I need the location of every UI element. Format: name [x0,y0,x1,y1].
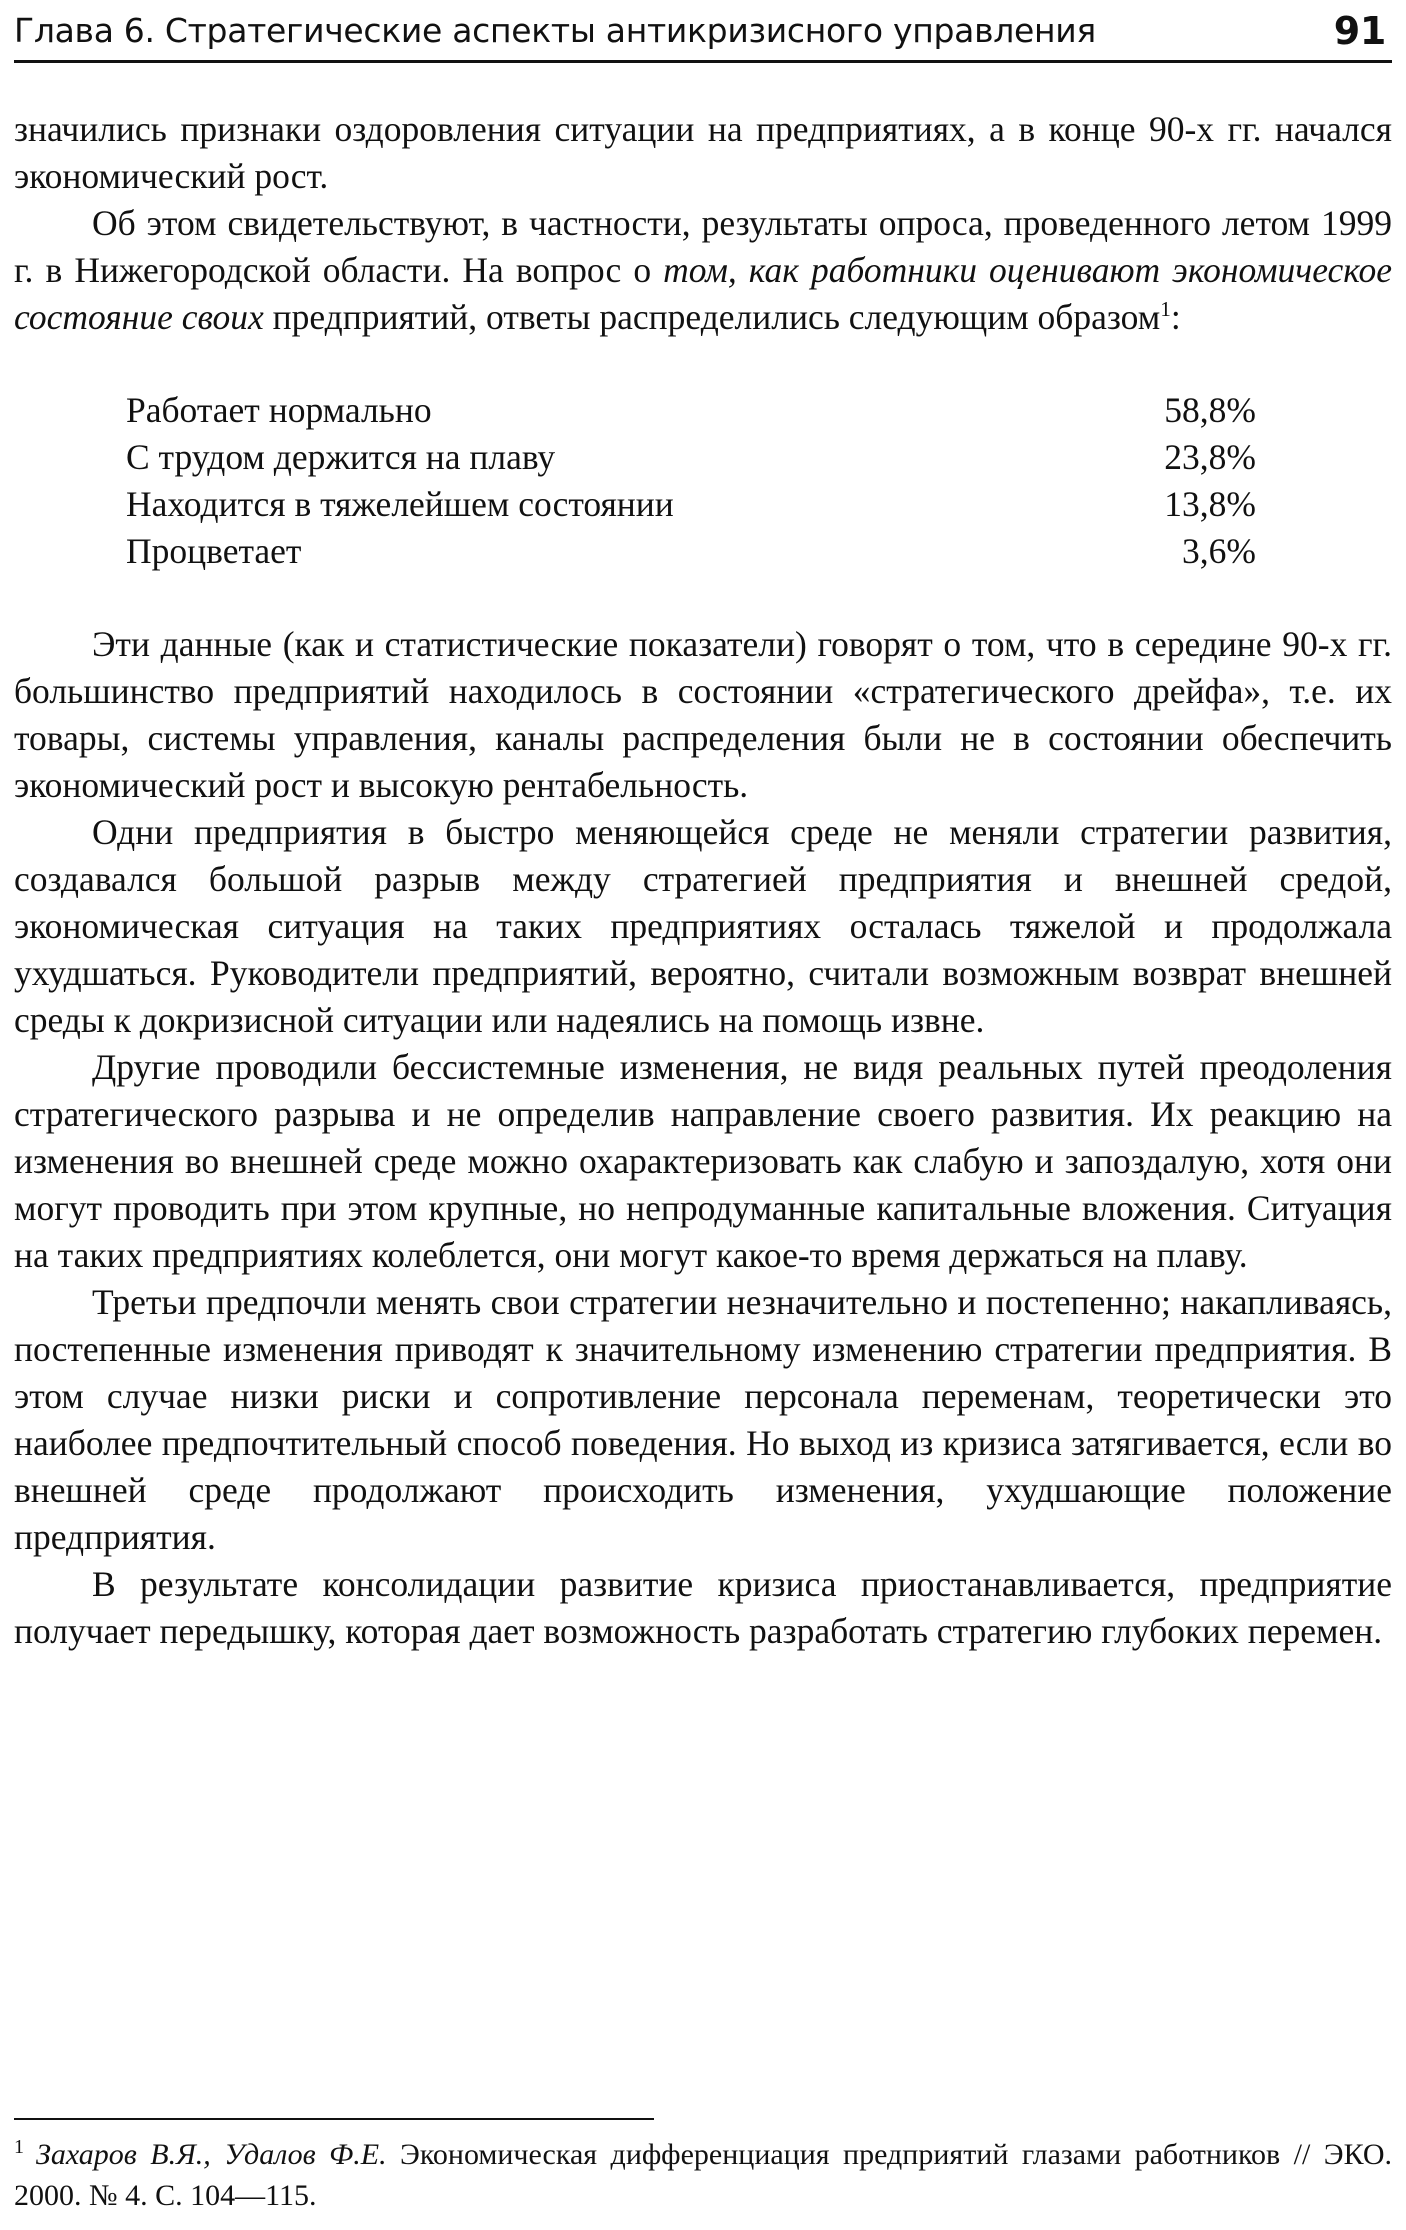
footnote-rule [14,2118,654,2120]
paragraph-4: Одни предприятия в быстро меняющейся среде не меняли стратегии развития, создавался большой разрыв между стратегией предприятия и внешней средой, экономическая ситуация на таких предприятиях осталась тяжелой и продолжала ухудшаться. Руководители предприятий, вероятно, считали возможным возврат внешней среды к докризисной ситуации или надеялись на помощь извне. [14,812,1392,1040]
survey-value: 23,8% [1164,437,1256,477]
footnote-number: 1 [14,2136,24,2158]
survey-row [126,528,1256,575]
survey-value: 3,6% [1182,531,1256,571]
paragraph-2-colon: : [1170,297,1181,337]
paragraph-2 [14,200,1392,341]
book-page [14,0,1392,2230]
footnote [14,2134,1392,2216]
page-number: 91 [1333,9,1386,53]
body-text [14,106,1392,1655]
header-rule [14,60,1392,63]
survey-value: 13,8% [1164,484,1256,524]
paragraph-6: Третьи предпочли менять свои стратегии незначительно и постепенно; накапливаясь, постепенные изменения приводят к значительному изменению стратегии предприятия. В этом случае низки риски и сопротивление персонала переменам, теоретически это наиболее предпочтительный способ поведения. Но выход из кризиса затягивается, если во внешней среде продолжают происходить изменения, ухудшающие положение предприятия. [14,1282,1392,1557]
paragraph-3: Эти данные (как и статистические показатели) говорят о том, что в середине 90-х гг. большинство предприятий находилось в состоянии «стратегического дрейфа», т.е. их товары, системы управления, каналы распределения были не в состоянии обеспечить экономический рост и высокую рентабельность. [14,624,1392,805]
paragraph-2-end: предприятий, ответы распределились следующим образом [263,297,1161,337]
paragraph-2-italic: том, как работники оценивают экономическое состояние своих [14,250,1392,337]
survey-row [126,434,1256,481]
survey-value: 58,8% [1164,390,1256,430]
paragraph-2-start: Об этом свидетельствуют, в частности, результаты опроса, проведенного летом 1999 г. в Нижегородской области. На вопрос о [14,203,1392,290]
survey-row [126,481,1256,528]
survey-label: С трудом держится на плаву [126,437,556,477]
footnote-authors: Захаров В.Я., Удалов Ф.Е. [36,2138,387,2171]
footnote-text: Экономическая дифференциация предприятий глазами работников // ЭКО. 2000. № 4. С. 104—115. [14,2138,1392,2212]
survey-label: Процветает [126,531,302,571]
survey-results-list [126,387,1256,575]
running-head [14,4,1392,58]
survey-label: Работает нормально [126,390,432,430]
paragraph-5: Другие проводили бессистемные изменения, не видя реальных путей преодоления стратегического разрыва и не определив направление своего развития. Их реакцию на изменения во внешней среде можно охарактеризовать как слабую и запоздалую, хотя они могут проводить при этом крупные, но непродуманные капитальные вложения. Ситуация на таких предприятиях колеблется, они могут какое-то время держаться на плаву. [14,1047,1392,1275]
survey-row [126,387,1256,434]
footnote-reference: 1 [1160,297,1171,322]
chapter-title: Глава 6. Стратегические аспекты антикризисного управления [14,11,1096,50]
survey-label: Находится в тяжелейшем состоянии [126,484,674,524]
paragraph-7: В результате консолидации развитие кризиса приостанавливается, предприятие получает передышку, которая дает возможность разработать стратегию глубоких перемен. [14,1564,1392,1651]
paragraph-1: значились признаки оздоровления ситуации на предприятиях, а в конце 90-х гг. начался экономический рост. [14,109,1392,196]
